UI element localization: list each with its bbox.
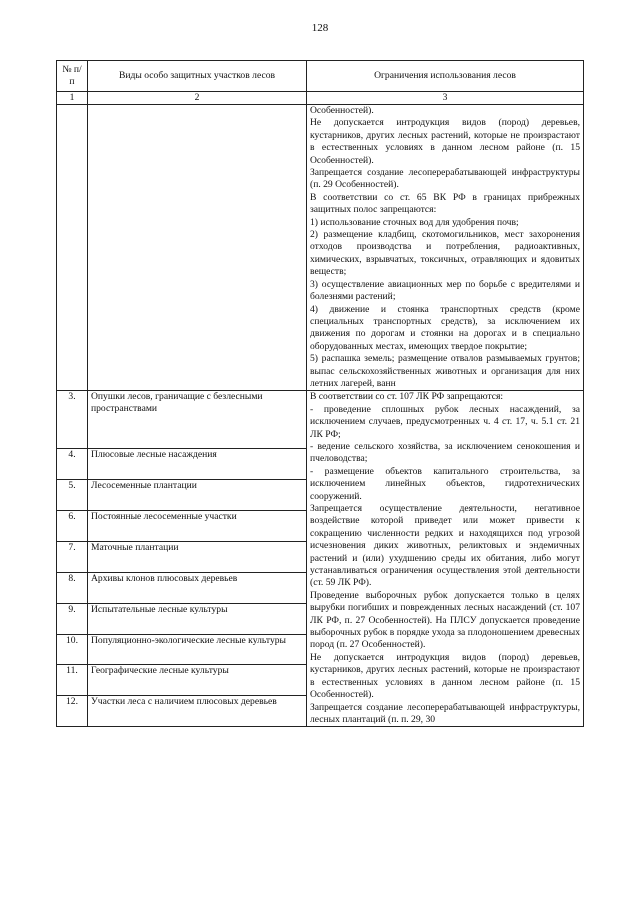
page-number: 128 — [311, 22, 329, 34]
restriction-paragraph: - ведение сельского хозяйства, за исключением сенокошения и пчеловодства; — [310, 440, 580, 465]
forest-area-type: Плюсовые лесные насаждения — [88, 449, 307, 480]
forest-area-type: Географические лесные культуры — [88, 665, 307, 696]
row-number: 11. — [57, 665, 88, 696]
forest-area-type: Лесосеменные плантации — [88, 479, 307, 510]
forest-area-type: Опушки лесов, граничащие с безлесными пространствами — [88, 391, 307, 449]
restriction-paragraph: Не допускается интродукция видов (пород) деревьев, кустарников, других лесных растений, которые не произрастают в естественных условиях в данном лесном районе (п. 15 Особенностей). — [310, 117, 580, 166]
forest-area-type: Испытательные лесные культуры — [88, 603, 307, 634]
forest-area-type: Популяционно-экологические лесные культуры — [88, 634, 307, 665]
restriction-paragraph: 3) осуществление авиационных мер по борьбе с вредителями и болезнями растений; — [310, 278, 580, 303]
row-number: 10. — [57, 634, 88, 665]
restriction-paragraph: 1) использование сточных вод для удобрения почв; — [310, 216, 519, 228]
forest-area-type: Постоянные лесосеменные участки — [88, 510, 307, 541]
forest-area-type: Архивы клонов плюсовых деревьев — [88, 572, 307, 603]
row-number: 5. — [57, 479, 88, 510]
restriction-paragraph: В соответствии со ст. 107 ЛК РФ запрещаются: — [310, 391, 504, 403]
table-header-row — [57, 61, 584, 92]
column-number-row — [57, 92, 584, 105]
row-number: 6. — [57, 510, 88, 541]
empty-cell — [57, 105, 88, 391]
row-number: 8. — [57, 572, 88, 603]
restriction-paragraph: 5) распашка земель; размещение отвалов размываемых грунтов; выпас сельскохозяйственных животных и организация для них летних лагерей, ванн — [310, 353, 580, 389]
header-kind: Виды особо защитных участков лесов — [88, 61, 307, 92]
empty-cell — [88, 105, 307, 391]
row-number: 12. — [57, 696, 88, 727]
row-number: 9. — [57, 603, 88, 634]
forest-area-type: Маточные плантации — [88, 541, 307, 572]
continuation-row — [57, 105, 584, 391]
restriction-paragraph: Запрещается осуществление деятельности, негативное воздействие которой приведет или может привести к сокращению численности редких и находящихся под угрозой исчезновения диких животных, реликтовых и эндемичных растений и (или) ухудшению среды их обитания, либо могут устанавливаться ограничения осуществления этой деятельности (ст. 59 ЛК РФ). — [310, 503, 580, 589]
row-number: 4. — [57, 449, 88, 480]
restriction-paragraph: 4) движение и стоянка транспортных средств (кроме специальных транспортных средств), за исключением их движения по дорогам и стоянки на дорогах и в специально оборудованных местах, имеющих твердое покрытие; — [310, 303, 580, 352]
restriction-paragraph: Запрещается создание лесоперерабатывающей инфраструктуры, лесных плантаций (п. п. 29, 30 — [310, 701, 580, 725]
table-row — [57, 391, 584, 449]
row-number: 3. — [57, 391, 88, 449]
column-number: 2 — [88, 92, 307, 105]
header-restrictions: Ограничения использования лесов — [307, 61, 584, 92]
column-number: 3 — [307, 92, 584, 105]
header-num: № п/п — [57, 61, 88, 92]
restrictions-table — [56, 60, 584, 727]
restriction-paragraph: Проведение выборочных рубок допускается только в целях вырубки погибших и поврежденных лесных насаждений (ст. 107 ЛК РФ, п. 27 Особенностей). На ПЛСУ допускается проведение выборочных рубок в порядке ухода за плодоношением древесных пород (п. 27 Особенностей). — [310, 589, 580, 651]
restriction-paragraph: Не допускается интродукция видов (пород) деревьев, кустарников, других лесных растений, которые не произрастают в естественных условиях в данном лесном районе (п. 15 Особенностей). — [310, 651, 580, 701]
continuation-restrictions — [307, 105, 584, 391]
restriction-paragraph: 2) размещение кладбищ, скотомогильников, мест захоронения отходов производства и потребления, радиоактивных, химических, взрывчатых, токсичных, отравляющих и ядовитых веществ; — [310, 229, 580, 278]
restriction-paragraph: - размещение объектов капитального строительства, за исключением линейных объектов, гидротехнических сооружений. — [310, 465, 580, 502]
group-restrictions — [307, 391, 584, 727]
restriction-paragraph: В соответствии со ст. 65 ВК РФ в границах прибрежных защитных полос запрещаются: — [310, 191, 580, 216]
restriction-paragraph: - проведение сплошных рубок лесных насаждений, за исключением случаев, предусмотренных ч. 4 ст. 17, ч. 5.1 ст. 21 ЛК РФ; — [310, 403, 580, 440]
forest-area-type: Участки леса с наличием плюсовых деревьев — [88, 696, 307, 727]
restriction-paragraph: Запрещается создание лесоперерабатывающей инфраструктуры (п. 29 Особенностей). — [310, 167, 580, 191]
row-number: 7. — [57, 541, 88, 572]
restriction-paragraph: Особенностей). — [310, 105, 374, 116]
column-number: 1 — [57, 92, 88, 105]
